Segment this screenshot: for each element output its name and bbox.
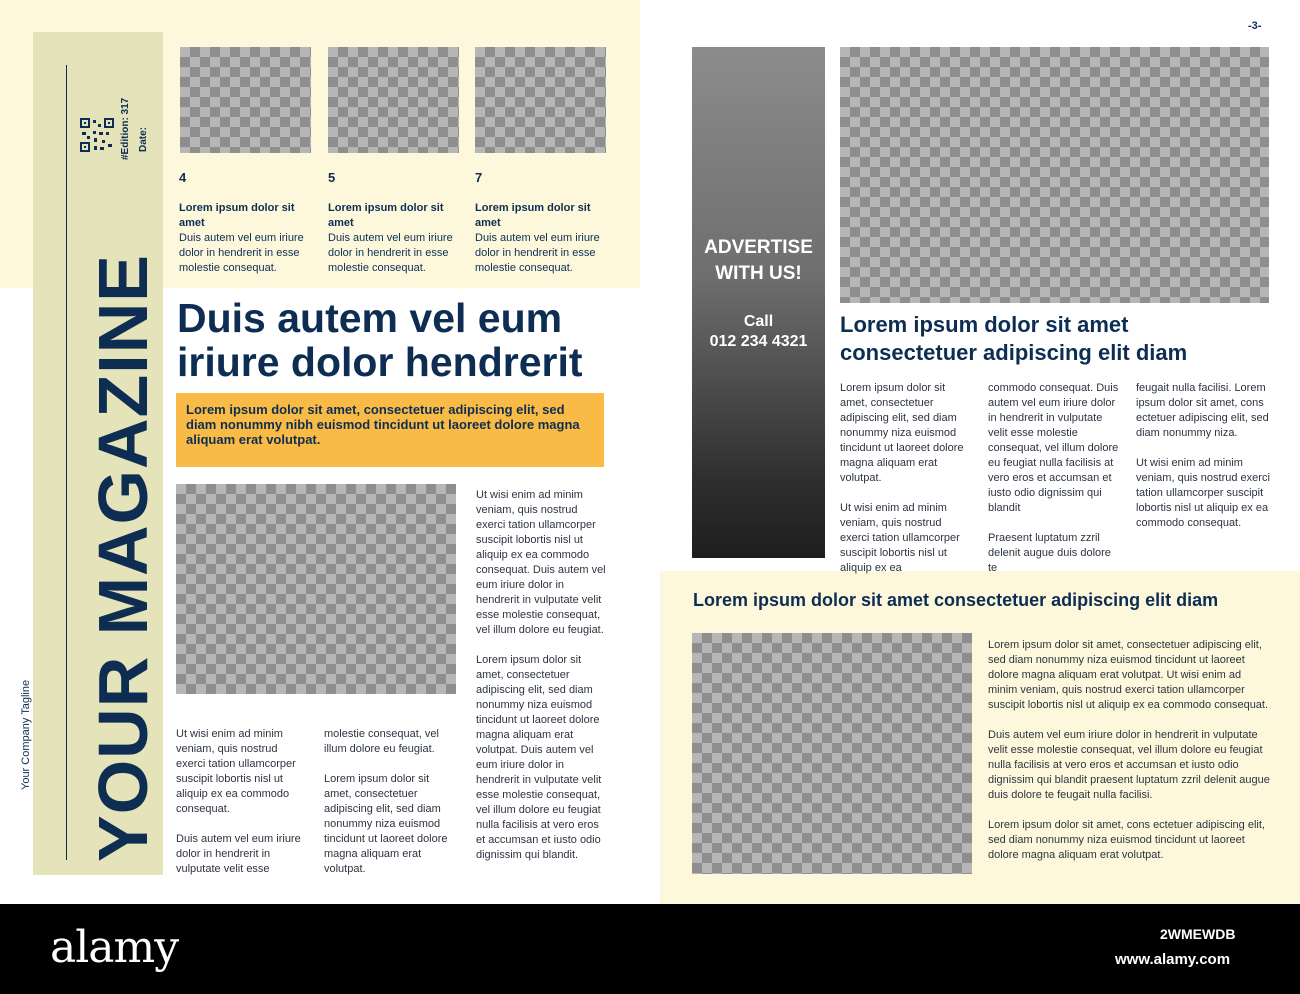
watermark-footer bbox=[0, 904, 1300, 994]
bottom-article-image bbox=[692, 633, 972, 874]
paragraph: Lorem ipsum dolor sit amet, consectetuer adipiscing elit, sed diam nonummy niza euismod tincidunt ut laoreet dolore magna aliquam erat volutpat. Duis autem vel eum iriure dolor in hendrerit in vulputate velit esse molestie consequat, vel illum dolore eu feugiat nulla facilisis at vero eros et accumsan et iusto odio dignissim qui blandit. bbox=[476, 654, 602, 861]
teaser-1[interactable] bbox=[179, 170, 314, 276]
ad-headline: ADVERTISE WITH US! bbox=[704, 237, 813, 284]
magazine-title: YOUR MAGAZINE bbox=[84, 254, 162, 862]
teaser-page-number: 5 bbox=[328, 170, 336, 185]
main-headline: Duis autem vel eum iriure dolor hendrerit bbox=[177, 295, 583, 385]
feature-column-2 bbox=[988, 381, 1122, 591]
paragraph: Ut wisi enim ad minim veniam, quis nostrud exerci tation ullamcorper suscipit lobortis nisl ut aliquip ex ea commodo consequat. bbox=[1136, 457, 1270, 529]
paragraph: commodo consequat. Duis autem vel eum iriure dolor in hendrerit in vulputate velit esse molestie consequat, vel illum dolore eu feugiat nulla facilisis at vero eros et accumsan et iusto odio dignissim qui blandit bbox=[988, 382, 1119, 514]
feature-column-3 bbox=[1136, 381, 1270, 546]
teaser-page-number: 7 bbox=[475, 170, 483, 185]
headline-kicker: Lorem ipsum dolor sit amet, consectetuer adipiscing elit, sed diam nonummy nibh euismod tincidunt ut laoreet dolore magna aliquam erat volutpat. bbox=[176, 393, 604, 467]
paragraph: Ut wisi enim ad minim veniam, quis nostrud exerci tation ullamcorper suscipit lobortis nisl ut aliquip ex ea bbox=[840, 502, 960, 574]
paragraph: Lorem ipsum dolor sit amet, cons ectetuer adipiscing elit, sed diam nonummy niza euismod tincidunt ut laoreet dolore magna aliquam erat volutpat. bbox=[988, 819, 1265, 861]
image-id: 2WMEWDB bbox=[1160, 926, 1236, 942]
ad-phone-number: 012 234 4321 bbox=[709, 333, 808, 350]
teaser-image-3 bbox=[475, 47, 606, 153]
alamy-logo: alamy bbox=[50, 922, 179, 973]
article-column-a bbox=[176, 727, 308, 892]
bottom-article-headline: Lorem ipsum dolor sit amet consectetuer adipiscing elit diam bbox=[693, 590, 1219, 610]
page-number: -3- bbox=[1248, 20, 1262, 32]
teaser-image-2 bbox=[328, 47, 459, 153]
teaser-2[interactable] bbox=[328, 170, 463, 276]
teaser-heading: Lorem ipsum dolor sit amet bbox=[475, 202, 591, 229]
footer-url: www.alamy.com bbox=[1115, 951, 1231, 968]
edition-number: #Edition: 317 bbox=[120, 97, 131, 160]
article-column-b bbox=[324, 727, 458, 892]
paragraph: Lorem ipsum dolor sit amet, consectetuer adipiscing elit, sed diam nonummy niza euismod tincidunt ut laoreet dolore magna aliquam erat volutpat. bbox=[324, 773, 448, 875]
company-tagline: Your Company Tagline bbox=[20, 679, 32, 790]
paragraph: feugait nulla facilisi. Lorem ipsum dolor sit amet, cons ectetuer adipiscing elit, sed diam nonummy niza. bbox=[1136, 382, 1269, 439]
teaser-heading: Lorem ipsum dolor sit amet bbox=[328, 202, 444, 229]
issue-date: Date: bbox=[138, 126, 149, 152]
paragraph: Duis autem vel eum iriure dolor in hendrerit in vulputate velit esse bbox=[176, 833, 301, 875]
feature-column-1 bbox=[840, 381, 972, 591]
article-column-right bbox=[476, 488, 608, 878]
spine-divider bbox=[66, 65, 67, 860]
paragraph: Ut wisi enim ad minim veniam, quis nostrud exerci tation ullamcorper suscipit lobortis nisl ut aliquip ex ea commodo consequat. Duis autem vel eum iriure dolor in hendrerit in vulputate velit esse molestie consequat, vel illum dolore eu feugiat. bbox=[476, 489, 606, 636]
paragraph: Lorem ipsum dolor sit amet, consectetuer adipiscing elit, sed diam nonummy niza euismod tincidunt ut laoreet dolore magna aliquam erat volutpat. bbox=[840, 382, 964, 484]
advertisement-banner[interactable] bbox=[692, 47, 825, 558]
ad-call-label: Call bbox=[743, 313, 774, 330]
paragraph: Lorem ipsum dolor sit amet, consectetuer adipiscing elit, sed diam nonummy niza euismod tincidunt ut laoreet dolore magna aliquam erat volutpat. Ut wisi enim ad minim veniam, quis nostrud exerci tation ullamcorper suscipit lobortis nisl ut aliquip ex ea commodo consequat. bbox=[988, 639, 1269, 711]
teaser-body: Duis autem vel eum iriure dolor in hendrerit in esse molestie consequat. bbox=[475, 232, 600, 274]
teaser-page-number: 4 bbox=[179, 170, 187, 185]
paragraph: Praesent luptatum zzril delenit augue duis dolore te bbox=[988, 532, 1111, 574]
main-article-image bbox=[176, 484, 456, 694]
feature-headline: Lorem ipsum dolor sit amet consectetuer adipiscing elit diam bbox=[840, 312, 1188, 365]
teaser-image-1 bbox=[180, 47, 311, 153]
qr-code-icon bbox=[80, 118, 114, 152]
teaser-body: Duis autem vel eum iriure dolor in hendrerit in esse molestie consequat. bbox=[328, 232, 453, 274]
bottom-article-text bbox=[988, 638, 1270, 878]
feature-image bbox=[840, 47, 1269, 303]
paragraph: Duis autem vel eum iriure dolor in hendrerit in vulputate velit esse molestie consequat, vel illum dolore eu feugiat nulla facilisis at vero eros et accumsan et iusto odio dignissim qui blandit praesent luptatum zzril delenit augue duis dolore te feugait nulla facilisi. bbox=[988, 729, 1270, 801]
teaser-body: Duis autem vel eum iriure dolor in hendrerit in esse molestie consequat. bbox=[179, 232, 304, 274]
paragraph: Ut wisi enim ad minim veniam, quis nostrud exerci tation ullamcorper suscipit lobortis nisl ut aliquip ex ea commodo consequat. bbox=[176, 728, 296, 815]
paragraph: molestie consequat, vel illum dolore eu feugiat. bbox=[324, 728, 439, 755]
teaser-3[interactable] bbox=[475, 170, 610, 276]
teaser-heading: Lorem ipsum dolor sit amet bbox=[179, 202, 295, 229]
